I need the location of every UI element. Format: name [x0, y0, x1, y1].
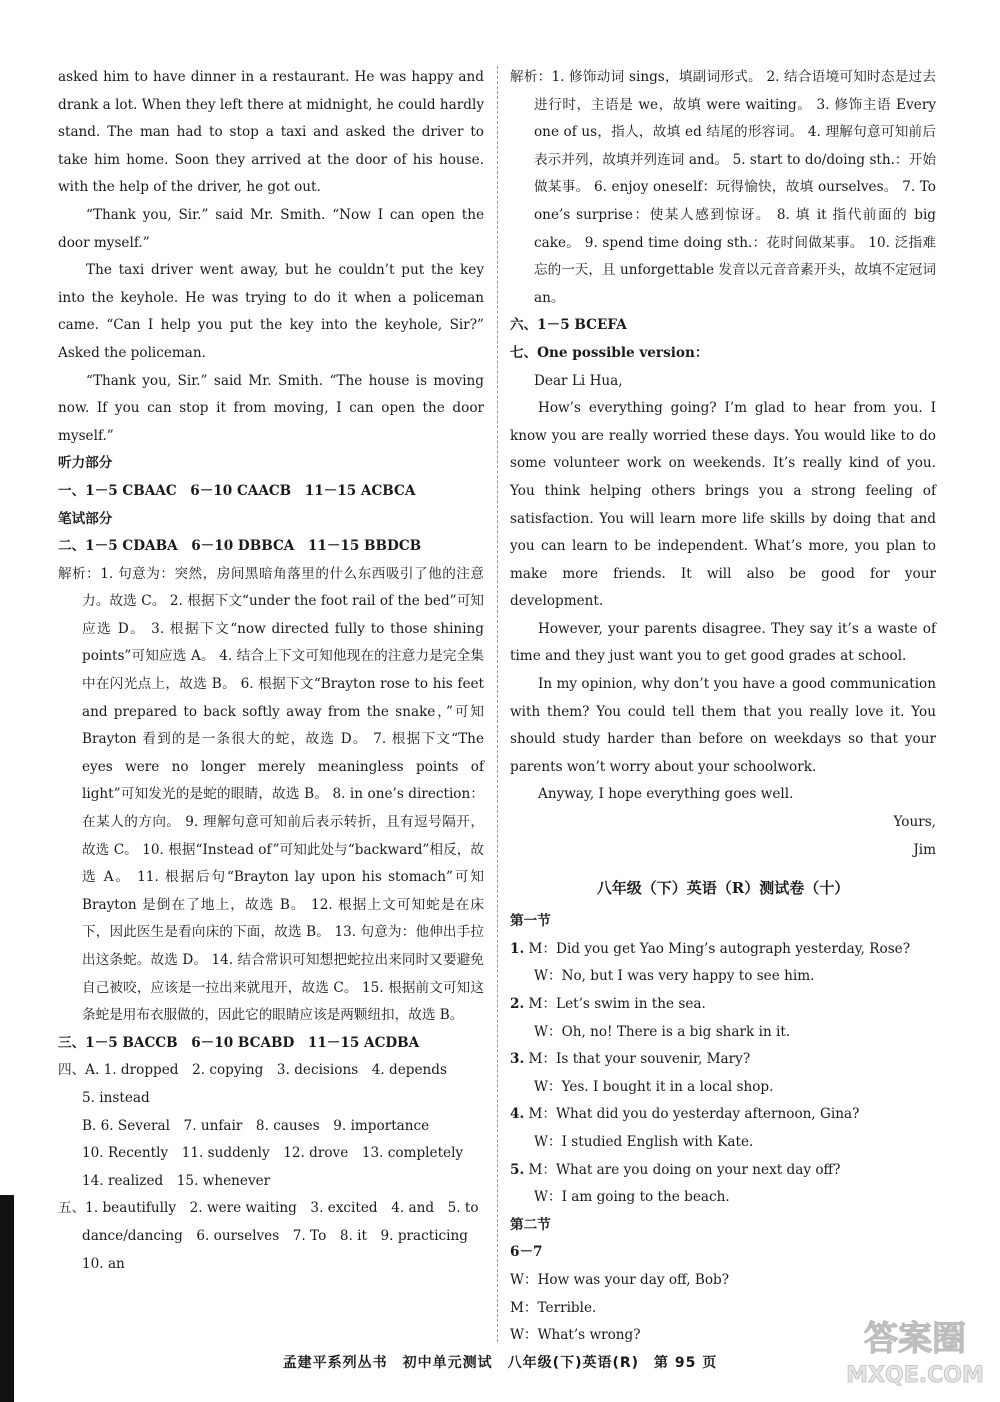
watermark-url: MXQE.COM [846, 1363, 984, 1388]
edge-bar [0, 1195, 14, 1402]
section2-answers: 二、1－5 CDABA 6－10 DBBCA 11－15 BBDCB [58, 538, 422, 555]
dialogue-woman-line: W：I studied English with Kate. [534, 1133, 754, 1150]
part2-range: 6－7 [510, 1244, 543, 1261]
dialogue-item [510, 1046, 936, 1101]
right-column [510, 64, 936, 1350]
dialogue-number: 3. [510, 1051, 525, 1068]
letter-paragraph: How’s everything going? I’m glad to hear from you. I know you are really worried these days. You would like to do some volunteer work on weekends. It’s really kind of you. You think helping others brings you a strong feeling of satisfaction. You will learn more life skills by doing that and you can learn to be independent. What’s more, you plan to make more friends. It will also be good for your development. [510, 400, 936, 610]
dialogue2-line: W：How was your day off, Bob? [510, 1271, 730, 1288]
left-column [58, 64, 484, 1278]
story-paragraph: “Thank you, Sir.” said Mr. Smith. “The house is moving now. If you can stop it from moving, I can open the door myself.” [58, 372, 484, 444]
story-paragraph: “Thank you, Sir.” said Mr. Smith. “Now I can open the door myself.” [58, 206, 484, 251]
section3-answers: 三、1－5 BACCB 6－10 BCABD 11－15 ACDBA [58, 1034, 420, 1051]
dialogue-man-line: M：What are you doing on your next day off? [528, 1161, 841, 1178]
dialogue-item [510, 1101, 936, 1156]
section5-analysis: 解析：1. 修饰动词 sings，填副词形式。 2. 结合语境可知时态是过去进行时，主语是 we，故填 were waiting。 3. 修饰主语 Every one of us，指人，故填 ed 结尾的形容词。 4. 理解句意可知前后表示并列，故填并列连词 and。 5. start to do/doing sth.：开始做某事。 6. enjoy oneself：玩得愉快，故填 ourselves。 7. To one’s surprise：使某人感到惊讶。 8. 填 it 指代前面的 big cake。 9. spend time doing sth.：花时间做某事。 10. 泛指难忘的一天，且 unforgettable 发音以元音音素开头，故填不定冠词 an。 [510, 69, 936, 306]
section4-line: 5. instead [82, 1089, 150, 1106]
section5-line: 10. an [82, 1255, 125, 1272]
dialogue-woman-line: W：Yes. I bought it in a local shop. [534, 1078, 774, 1095]
page-footer: 孟建平系列丛书 初中单元测试 八年级(下)英语(R) 第 95 页 [282, 1355, 718, 1371]
dialogue-man-line: M：Is that your souvenir, Mary? [528, 1051, 751, 1068]
part1-heading: 第一节 [510, 913, 551, 930]
section4-line: 14. realized 15. whenever [82, 1172, 271, 1189]
listening-answers: 一、1－5 CBAAC 6－10 CAACB 11－15 ACBCA [58, 482, 416, 499]
written-heading: 笔试部分 [58, 510, 113, 527]
section5-line: dance/dancing 6. ourselves 7. To 8. it 9. practicing [82, 1227, 468, 1244]
letter-greeting: Dear Li Hua, [534, 372, 623, 389]
dialogue-item [510, 1157, 936, 1212]
dialogue-woman-line: W：Oh, no! There is a big shark in it. [534, 1023, 791, 1040]
section2-analysis: 解析：1. 句意为：突然，房间黑暗角落里的什么东西吸引了他的注意力。故选 C。 2. 根据下文“under the foot rail of the bed”可知应选 D。 3. 根据下文“now directed fully to those shining points”可知应选 A。 4. 结合上下文可知他现在的注意力是完全集中在闪光点上，故选 B。 6. 根据下文“Brayton rose to his feet and prepared to back softly away from the snake，”可知 Brayton 看到的是一条很大的蛇，故选 D。 7. 根据下文“The eyes were no longer merely meaningless points of light”可知发光的是蛇的眼睛，故选 B。 8. in one’s direction：在某人的方向。 9. 理解句意可知前后表示转折，且有逗号隔开，故选 C。 10. 根据“Instead of”可知此处与“backward”相反，故选 A。 11. 根据后句“Brayton lay upon his stomach”可知 Brayton 是倒在了地上，故选 B。 12. 根据上文可知蛇是在床下，因此医生是看向床的下面，故选 B。 13. 句意为：他伸出手拉出这条蛇。故选 D。 14. 结合常识可知想把蛇拉出来同时又要避免自己被咬，应该是一拉出来就甩开，故选 C。 15. 根据前文可知这条蛇是用布衣服做的，因此它的眼睛应该是两颗纽扣，故选 B。 [58, 565, 484, 1024]
watermark-logo [840, 1310, 990, 1392]
section4-line: 10. Recently 11. suddenly 12. drove 13. completely [82, 1145, 464, 1162]
dialogue-number: 4. [510, 1106, 525, 1123]
letter-signature: Jim [913, 841, 936, 858]
letter-paragraph: In my opinion, why don’t you have a good communication with them? You could tell them that you really love it. You should study harder than before on weekdays so that your parents won’t worry about your schoolwork. [510, 676, 936, 775]
letter-paragraph: Anyway, I hope everything goes well. [538, 786, 794, 803]
test-title: 八年级（下）英语（R）测试卷（十） [596, 879, 850, 898]
part2-heading: 第二节 [510, 1216, 551, 1233]
section6-answers: 六、1－5 BCEFA [510, 317, 627, 334]
dialogue2-line: M：Terrible. [510, 1299, 597, 1316]
dialogue-number: 1. [510, 940, 525, 957]
dialogue-man-line: M：Did you get Yao Ming’s autograph yesterday, Rose? [528, 940, 910, 957]
section5-line: 五、1. beautifully 2. were waiting 3. excited 4. and 5. to [58, 1200, 479, 1217]
watermark-text: 答案圈 [864, 1319, 966, 1359]
dialogue-number: 5. [510, 1161, 525, 1178]
dialogue-item [510, 936, 936, 991]
letter-paragraph: However, your parents disagree. They say it’s a waste of time and they just want you to get good grades at school. [510, 620, 936, 665]
story-paragraph: asked him to have dinner in a restaurant. He was happy and drank a lot. When they left there at midnight, he could hardly stand. The man had to stop a taxi and asked the driver to take him home. Soon they arrived at the door of his house. with the help of the driver, he got out. [58, 69, 484, 196]
section7-heading: 七、One possible version： [510, 344, 709, 361]
listening-heading: 听力部分 [58, 455, 113, 472]
dialogue-man-line: M：Let’s swim in the sea. [528, 996, 706, 1012]
dialogue-woman-line: W：I am going to the beach. [534, 1189, 730, 1206]
column-divider [497, 66, 498, 1342]
dialogue2-line: W：What’s wrong? [510, 1327, 641, 1344]
section4-line: 四、A. 1. dropped 2. copying 3. decisions 4. depends [58, 1062, 447, 1079]
dialogue-woman-line: W：No, but I was very happy to see him. [534, 968, 815, 985]
dialogue-man-line: M：What did you do yesterday afternoon, Gina? [528, 1106, 860, 1123]
dialogue-item [510, 991, 936, 1046]
letter-closing: Yours, [893, 814, 936, 831]
dialogue-number: 2. [510, 996, 525, 1012]
section4-line: B. 6. Several 7. unfair 8. causes 9. importance [82, 1117, 430, 1134]
story-paragraph: The taxi driver went away, but he couldn’t put the key into the keyhole. He was trying to do it when a policeman came. “Can I help you put the key into the keyhole, Sir?” Asked the policeman. [58, 262, 484, 361]
